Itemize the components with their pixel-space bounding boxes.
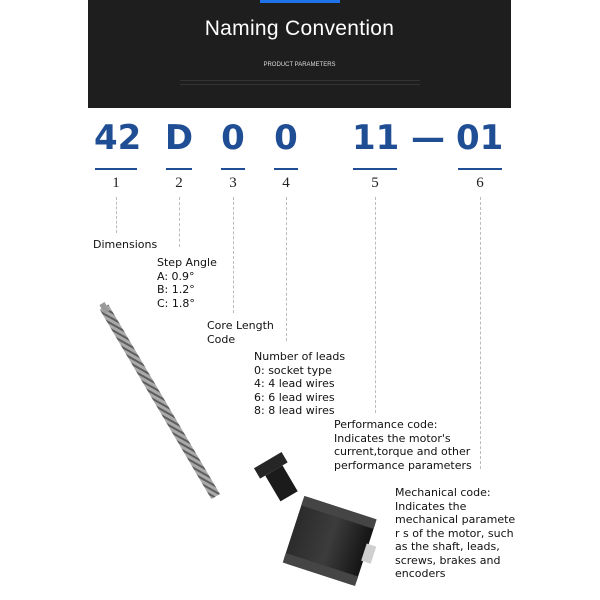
code-segment-step-angle: D xyxy=(164,118,194,158)
code-segment-mechanical: 01 xyxy=(456,118,504,158)
desc-dimensions-title: Dimensions xyxy=(93,238,158,251)
desc-leads-option: 0: socket type xyxy=(254,363,332,377)
code-segment-dimensions: 42 xyxy=(94,118,142,158)
desc-step-angle-title: Step Angle xyxy=(157,256,217,269)
desc-performance-line: current,torque and other xyxy=(334,445,471,458)
desc-core-length-line: Core Length xyxy=(207,319,274,332)
index-5: 5 xyxy=(371,175,379,191)
page-subtitle: PRODUCT PARAMETERS xyxy=(263,62,336,68)
desc-mechanical-line: Indicates the xyxy=(395,499,467,513)
desc-performance xyxy=(334,418,472,472)
desc-dimensions xyxy=(93,238,157,252)
desc-mechanical-line: mechanical paramete xyxy=(395,513,516,526)
desc-leads-title: Number of leads xyxy=(254,350,346,363)
desc-mechanical-line: encoders xyxy=(395,567,446,580)
desc-performance-line: Indicates the motor's xyxy=(334,431,451,445)
index-6: 6 xyxy=(476,175,484,191)
index-2: 2 xyxy=(175,175,183,191)
index-1: 1 xyxy=(112,175,120,191)
desc-mechanical-line: as the shaft, leads, xyxy=(395,540,500,553)
index-3: 3 xyxy=(229,175,237,191)
desc-core-length-line: Code xyxy=(207,332,236,346)
index-4: 4 xyxy=(282,175,290,191)
code-segment-leads: 0 xyxy=(274,118,298,158)
desc-mechanical xyxy=(395,486,515,581)
code-separator-dash: — xyxy=(411,118,445,158)
desc-mechanical-line: r s of the motor, such xyxy=(395,526,514,540)
page-title: Naming Convention xyxy=(204,17,395,40)
desc-step-angle-option: B: 1.2° xyxy=(157,283,195,296)
desc-step-angle xyxy=(157,256,217,310)
desc-leads-option: 6: 6 lead wires xyxy=(254,390,335,404)
desc-mechanical-line: Mechanical code: xyxy=(395,486,491,499)
code-segment-performance: 11 xyxy=(352,118,400,158)
desc-performance-line: performance parameters xyxy=(334,458,472,472)
desc-step-angle-option: A: 0.9° xyxy=(157,269,195,283)
desc-performance-line: Performance code: xyxy=(334,418,438,431)
desc-leads-option: 8: 8 lead wires xyxy=(254,404,335,417)
desc-step-angle-option: C: 1.8° xyxy=(157,296,195,310)
desc-core-length xyxy=(207,319,274,346)
desc-leads xyxy=(254,350,345,418)
desc-leads-option: 4: 4 lead wires xyxy=(254,377,335,390)
code-segment-core-length: 0 xyxy=(221,118,245,158)
desc-mechanical-line: screws, brakes and xyxy=(395,553,501,567)
